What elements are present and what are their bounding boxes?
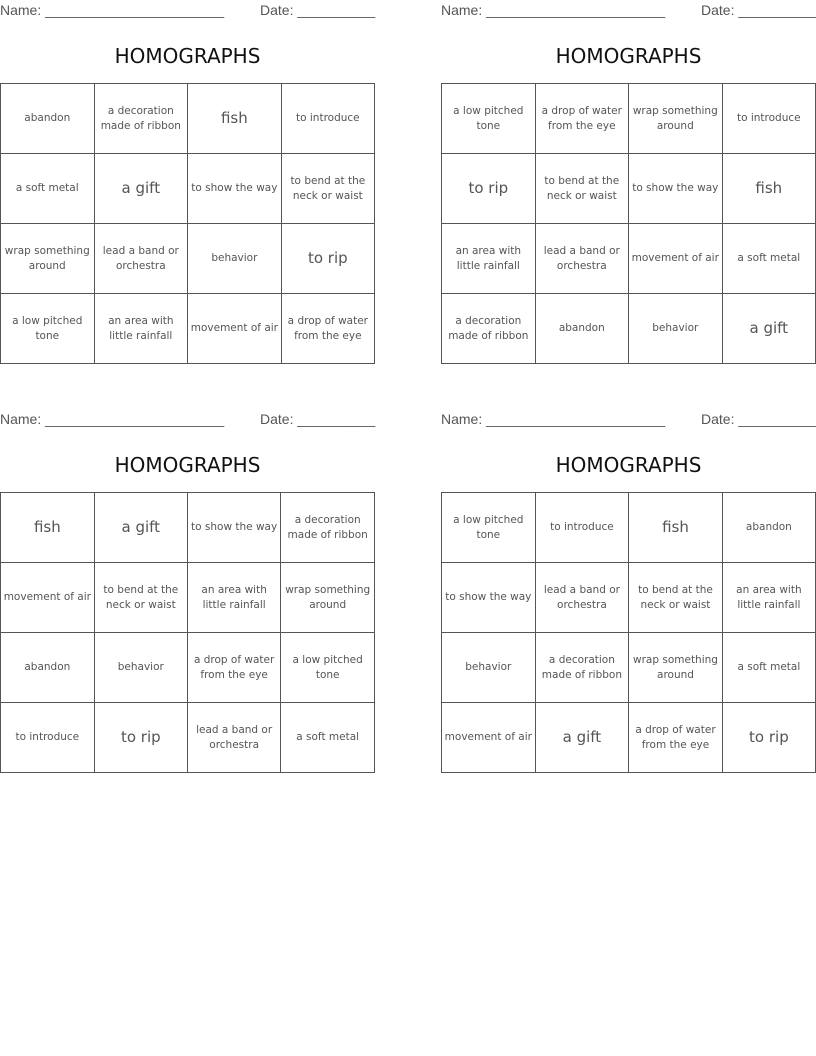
grid-cell: wrap something around [629,633,723,703]
grid-cell: to rip [94,703,187,773]
grid-cell: a decoration made of ribbon [281,493,375,563]
grid-row [442,493,816,563]
bingo-card-2 [441,0,816,380]
grid-cell: a decoration made of ribbon [442,294,536,364]
grid-row [1,154,375,224]
name-date-row [441,411,816,429]
grid-cell: a soft metal [722,224,815,294]
grid-row [1,493,375,563]
grid-cell: to show the way [442,563,536,633]
grid-cell: lead a band or orchestra [535,563,629,633]
date-field-label: Date: __________ [260,2,376,18]
grid-cell: fish [1,493,95,563]
grid-cell: to show the way [188,154,282,224]
grid-cell: a low pitched tone [442,493,536,563]
grid-cell: fish [722,154,815,224]
grid-cell: a soft metal [1,154,95,224]
grid-cell: to bend at the neck or waist [281,154,374,224]
grid-cell: lead a band or orchestra [94,224,188,294]
grid-cell: movement of air [188,294,282,364]
grid-cell: movement of air [442,703,536,773]
name-field-label: Name: _______________________ [441,2,666,18]
grid-row [442,703,816,773]
date-field-label: Date: __________ [260,411,376,427]
name-field-label: Name: _______________________ [0,411,225,427]
grid-cell: a low pitched tone [442,84,536,154]
grid-cell: a drop of water from the eye [535,84,628,154]
bingo-card-3 [0,409,375,789]
date-field-label: Date: __________ [701,2,816,18]
grid-cell: wrap something around [281,563,375,633]
grid-cell: to bend at the neck or waist [94,563,187,633]
bingo-grid [0,492,375,773]
grid-cell: to introduce [281,84,374,154]
grid-cell: a gift [722,294,815,364]
grid-cell: abandon [1,633,95,703]
grid-cell: to rip [722,703,815,773]
grid-cell: a soft metal [722,633,815,703]
bingo-grid [441,83,816,364]
grid-row [442,84,816,154]
grid-row [442,633,816,703]
grid-row [1,294,375,364]
grid-cell: to bend at the neck or waist [535,154,628,224]
card-title: HOMOGRAPHS [114,453,261,477]
grid-cell: to rip [442,154,536,224]
grid-cell: to introduce [722,84,815,154]
grid-row [1,703,375,773]
grid-cell: behavior [442,633,536,703]
grid-cell: wrap something around [628,84,722,154]
name-date-row [0,411,375,429]
grid-cell: to rip [281,224,374,294]
grid-cell: wrap something around [1,224,95,294]
grid-cell: a drop of water from the eye [281,294,374,364]
grid-row [442,563,816,633]
grid-cell: lead a band or orchestra [535,224,628,294]
grid-cell: a decoration made of ribbon [94,84,188,154]
grid-cell: an area with little rainfall [187,563,280,633]
grid-cell: to show the way [628,154,722,224]
grid-cell: behavior [188,224,282,294]
grid-cell: a soft metal [281,703,375,773]
grid-cell: a gift [94,493,187,563]
grid-cell: movement of air [1,563,95,633]
card-title: HOMOGRAPHS [114,44,261,68]
grid-cell: abandon [722,493,815,563]
name-field-label: Name: _______________________ [441,411,666,427]
grid-cell: a low pitched tone [281,633,375,703]
grid-row [1,224,375,294]
grid-cell: a decoration made of ribbon [535,633,629,703]
grid-row [1,84,375,154]
bingo-card-1 [0,0,375,380]
grid-row [1,633,375,703]
date-field-label: Date: __________ [701,411,816,427]
card-title: HOMOGRAPHS [555,44,702,68]
grid-cell: a drop of water from the eye [629,703,723,773]
grid-cell: behavior [94,633,187,703]
grid-cell: to introduce [1,703,95,773]
grid-cell: fish [629,493,723,563]
grid-cell: to bend at the neck or waist [629,563,723,633]
grid-cell: a low pitched tone [1,294,95,364]
grid-row [442,154,816,224]
grid-cell: a gift [94,154,188,224]
grid-cell: an area with little rainfall [442,224,536,294]
grid-cell: fish [188,84,282,154]
grid-cell: lead a band or orchestra [187,703,280,773]
grid-cell: to show the way [187,493,280,563]
bingo-grid [441,492,816,773]
grid-cell: an area with little rainfall [722,563,815,633]
grid-cell: a drop of water from the eye [187,633,280,703]
grid-cell: behavior [628,294,722,364]
grid-row [442,294,816,364]
grid-cell: abandon [1,84,95,154]
name-date-row [0,2,375,20]
name-field-label: Name: _______________________ [0,2,225,18]
grid-cell: movement of air [628,224,722,294]
grid-cell: a gift [535,703,629,773]
bingo-grid [0,83,375,364]
grid-cell: to introduce [535,493,629,563]
grid-row [442,224,816,294]
grid-cell: abandon [535,294,628,364]
bingo-card-4 [441,409,816,789]
card-title: HOMOGRAPHS [555,453,702,477]
grid-row [1,563,375,633]
name-date-row [441,2,816,20]
grid-cell: an area with little rainfall [94,294,188,364]
